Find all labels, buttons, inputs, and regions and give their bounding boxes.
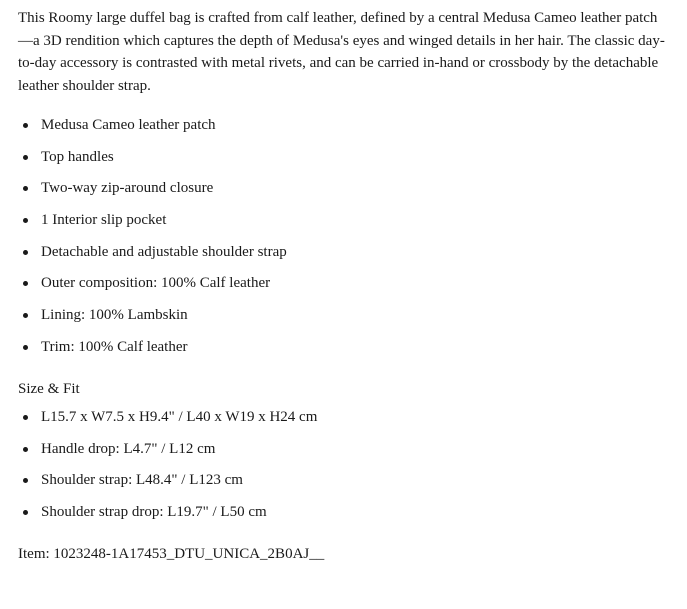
feature-label: Lining: 100% Lambskin bbox=[41, 307, 188, 324]
size-fit-list bbox=[18, 406, 668, 523]
product-details bbox=[18, 7, 668, 565]
bullet-icon bbox=[23, 447, 28, 452]
bullet-icon bbox=[23, 123, 28, 128]
bullet-icon bbox=[23, 415, 28, 420]
list-item bbox=[18, 114, 668, 136]
list-item bbox=[18, 406, 668, 428]
size-label: Shoulder strap: L48.4" / L123 cm bbox=[41, 472, 243, 489]
list-item bbox=[18, 501, 668, 523]
bullet-icon bbox=[23, 186, 28, 191]
bullet-icon bbox=[23, 510, 28, 515]
feature-label: Outer composition: 100% Calf leather bbox=[41, 275, 271, 292]
product-description: This Roomy large duffel bag is crafted from calf leather, defined by a central Medusa Cameo leather patch—a 3D rendition which captures the depth of Medusa's eyes and winged details in her hair. The classic day-to-day accessory is contrasted with metal rivets, and can be carried in-hand or crossbody by the detachable leather shoulder strap. bbox=[18, 10, 665, 94]
size-label: Handle drop: L4.7" / L12 cm bbox=[41, 440, 216, 457]
item-code: Item: 1023248-1A17453_DTU_UNICA_2B0AJ__ bbox=[18, 545, 325, 562]
list-item bbox=[18, 209, 668, 231]
size-label: L15.7 x W7.5 x H9.4" / L40 x W19 x H24 cm bbox=[41, 408, 318, 425]
bullet-icon bbox=[23, 281, 28, 286]
bullet-icon bbox=[23, 218, 28, 223]
list-item bbox=[18, 146, 668, 168]
bullet-icon bbox=[23, 313, 28, 318]
feature-label: Trim: 100% Calf leather bbox=[41, 338, 188, 355]
feature-label: Medusa Cameo leather patch bbox=[41, 117, 216, 133]
list-item bbox=[18, 304, 668, 326]
bullet-icon bbox=[23, 250, 28, 255]
list-item bbox=[18, 438, 668, 460]
list-item bbox=[18, 336, 668, 358]
feature-label: Two-way zip-around closure bbox=[41, 180, 214, 197]
feature-label: 1 Interior slip pocket bbox=[41, 212, 167, 229]
feature-list bbox=[18, 114, 668, 358]
size-label: Shoulder strap drop: L19.7" / L50 cm bbox=[41, 503, 267, 520]
list-item bbox=[18, 177, 668, 199]
list-item bbox=[18, 241, 668, 263]
feature-label: Top handles bbox=[41, 148, 114, 165]
size-fit-heading: Size & Fit bbox=[18, 380, 80, 397]
bullet-icon bbox=[23, 345, 28, 350]
bullet-icon bbox=[23, 155, 28, 160]
list-item bbox=[18, 469, 668, 491]
bullet-icon bbox=[23, 478, 28, 483]
feature-label: Detachable and adjustable shoulder strap bbox=[41, 243, 287, 260]
list-item bbox=[18, 272, 668, 294]
